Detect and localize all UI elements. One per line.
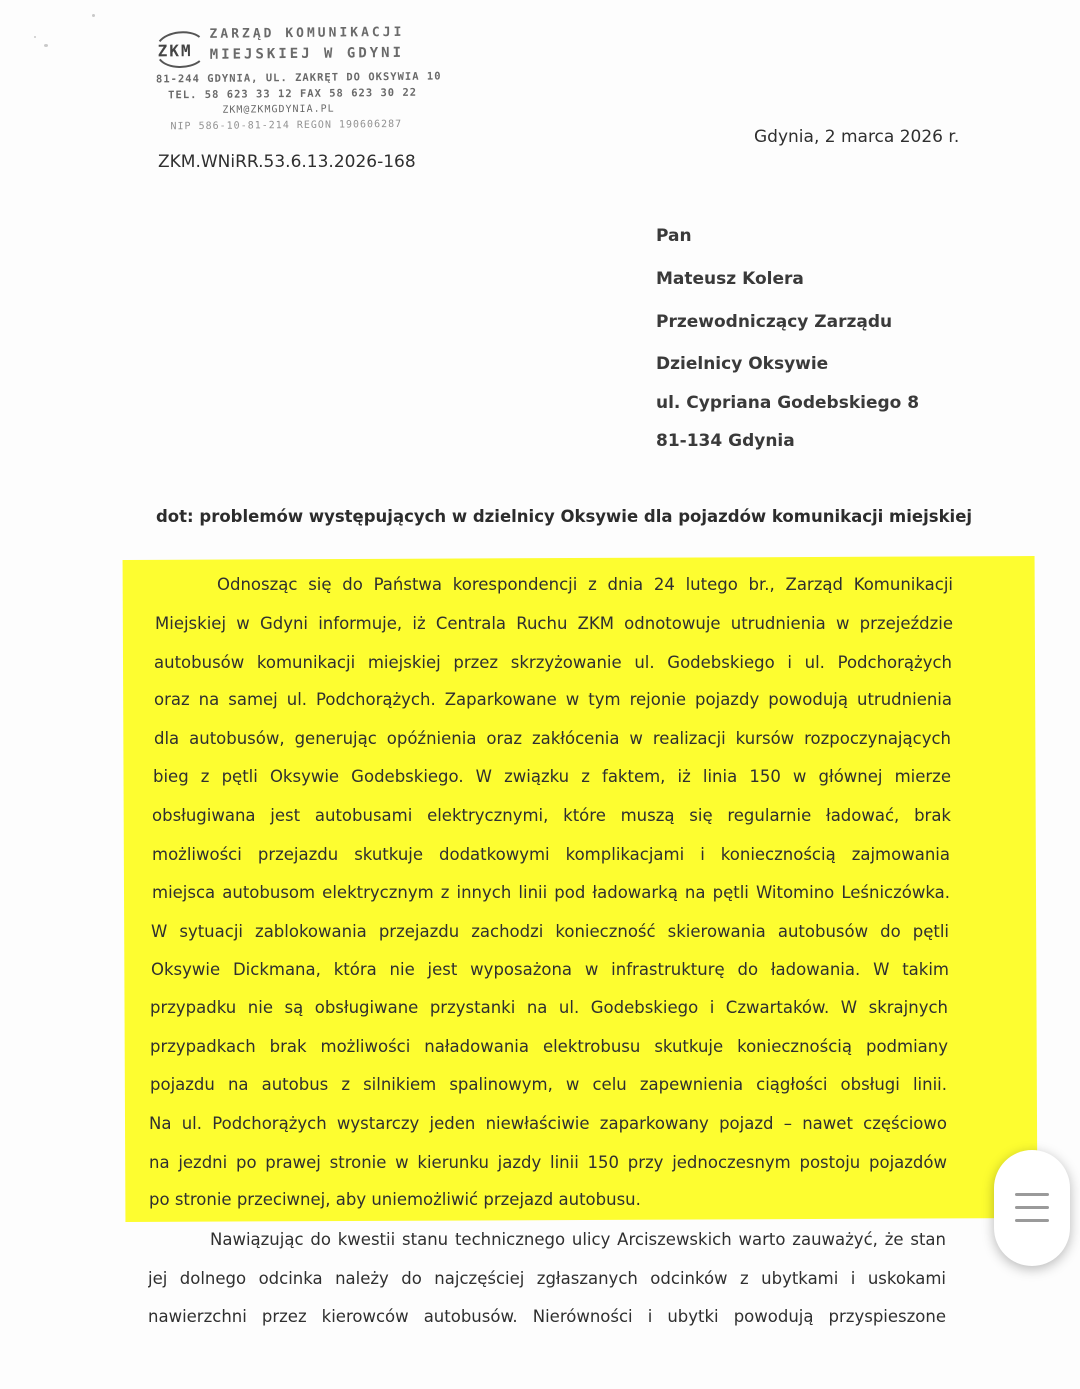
paragraph-line: Oksywie Dickmana, która nie jest wyposażona w infrastrukturę do ładowania. W takim xyxy=(151,960,949,979)
paragraph-line-last: po stronie przeciwnej, aby uniemożliwić przejazd autobusu. xyxy=(149,1190,641,1209)
paragraph-line: Na ul. Podchorążych wystarczy jeden niewłaściwie zaparkowany pojazd – nawet częściowo xyxy=(149,1114,947,1133)
company-stamp xyxy=(149,20,440,141)
paragraph-line: Nawiązując do kwestii stanu technicznego ulicy Arciszewskich warto zauważyć, że stan xyxy=(210,1230,946,1249)
paragraph-line: W sytuacji zablokowania przejazdu zachodzi konieczność skierowania autobusów do pętli xyxy=(151,922,949,941)
paragraph-line: autobusów komunikacji miejskiej przez skrzyżowanie ul. Godebskiego i ul. Podchorążych xyxy=(154,653,952,672)
menu-lines-icon xyxy=(1015,1193,1049,1223)
paragraph-line: dla autobusów, generując opóźnienia oraz zakłócenia w realizacji kursów rozpoczynających xyxy=(154,729,951,748)
letter-subject: dot: problemów występujących w dzielnicy Oksywie dla pojazdów komunikacji miejskiej xyxy=(156,507,973,526)
paragraph-line: możliwości przejazdu skutkuje dodatkowymi komplikacjami i koniecznością zajmowania xyxy=(152,845,950,864)
stamp-line-4: TEL. 58 623 33 12 FAX 58 623 30 22 xyxy=(168,86,418,102)
place-date: Gdynia, 2 marca 2026 r. xyxy=(754,127,960,147)
floating-menu-button[interactable] xyxy=(994,1150,1070,1266)
stamp-line-2: MIEJSKIEJ W GDYNI xyxy=(209,44,405,63)
paragraph-line: nawierzchni przez kierowców autobusów. Nierówności i ubytki powodują przyspieszone xyxy=(148,1307,946,1326)
zkm-logo-icon xyxy=(153,27,205,72)
stamp-line-5: ZKM@ZKMGDYNIA.PL xyxy=(222,103,335,116)
scan-speck xyxy=(92,14,95,17)
paragraph-line: bieg z pętli Oksywie Godebskiego. W związku z faktem, iż linia 150 w głównej mierze xyxy=(153,767,951,786)
recipient-postal-city: 81-134 Gdynia xyxy=(656,431,795,451)
recipient-position: Przewodniczący Zarządu xyxy=(656,312,893,332)
paragraph-line: przypadku nie są obsługiwane przystanki na ul. Godebskiego i Czwartaków. W skrajnych xyxy=(150,998,948,1017)
paragraph-line: oraz na samej ul. Podchorążych. Zaparkowane w tym rejonie pojazdy powodują utrudnienia xyxy=(154,690,952,709)
paragraph-line: na jezdni po prawej stronie w kierunku jazdy linii 150 przy jednoczesnym postoju pojazdów xyxy=(149,1153,947,1172)
reference-number: ZKM.WNiRR.53.6.13.2026-168 xyxy=(158,152,416,172)
paragraph-line: przypadkach brak możliwości naładowania elektrobusu skutkuje koniecznością podmiany xyxy=(150,1037,948,1056)
paragraph-line: pojazdu na autobus z silnikiem spalinowym, w celu zapewnienia ciągłości obsługi linii. xyxy=(150,1075,947,1094)
recipient-organization: Dzielnicy Oksywie xyxy=(656,354,829,374)
paragraph-line: jej dolnego odcinka należy do najczęściej zgłaszanych odcinków z ubytkami i uskokami xyxy=(148,1269,946,1288)
paragraph-line: Odnosząc się do Państwa korespondencji z dnia 24 lutego br., Zarząd Komunikacji xyxy=(217,575,953,594)
stamp-line-1: ZARZĄD KOMUNIKACJI xyxy=(209,24,405,42)
recipient-name: Mateusz Kolera xyxy=(656,269,804,289)
stamp-line-6: NIP 586-10-81-214 REGON 190606287 xyxy=(170,118,403,133)
recipient-salutation: Pan xyxy=(656,226,692,246)
paragraph-line: Miejskiej w Gdyni informuje, iż Centrala Ruchu ZKM odnotowuje utrudnienia w przejeździe xyxy=(155,614,953,633)
scan-speck xyxy=(44,44,48,47)
scan-speck xyxy=(34,36,36,38)
paragraph-line: obsługiwana jest autobusami elektrycznymi, które muszą się regularnie ładować, brak xyxy=(152,806,951,825)
stamp-logo-text: ZKM xyxy=(157,41,193,61)
stamp-line-3: 81-244 GDYNIA, UL. ZAKRĘT DO OKSYWIA 10 xyxy=(155,70,442,86)
recipient-street: ul. Cypriana Godebskiego 8 xyxy=(656,393,920,413)
paragraph-line: miejsca autobusom elektrycznym z innych linii pod ładowarką na pętli Witomino Leśniczówka. xyxy=(152,883,950,902)
